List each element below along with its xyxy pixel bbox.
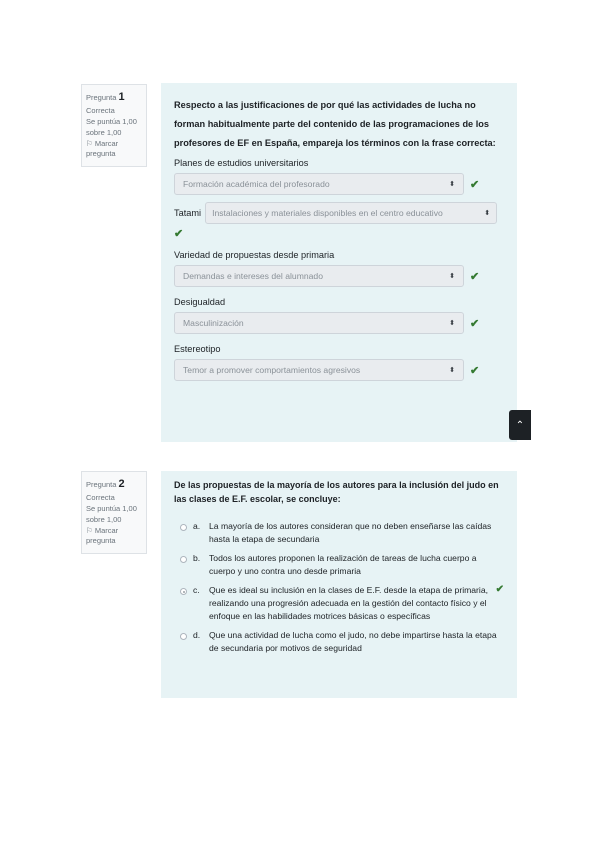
correct-check-icon: ✔: [470, 178, 480, 191]
question-label: Pregunta: [86, 93, 117, 102]
question-state: Correcta: [86, 492, 115, 502]
select-arrow-icon: ⬍: [449, 181, 455, 188]
radio-button[interactable]: [180, 633, 187, 640]
select-arrow-icon: ⬍: [449, 367, 455, 374]
question-2-text: De las propuestas de la mayoría de los autores para la inclusión del judo en las clases de E.F. escolar, se concluye:: [174, 480, 499, 504]
option-letter: c.: [193, 585, 200, 595]
flag-question-label: Marcar pregunta: [86, 138, 119, 159]
match-row: [174, 312, 504, 334]
question-1-content: [161, 83, 517, 442]
flag-question-link[interactable]: [86, 526, 143, 548]
select-arrow-icon: ⬍: [449, 320, 455, 327]
option-text: Que es ideal su inclusión en la clases de E.F. desde la etapa de primaria, realizando una progresión adecuada en la gestión del contacto físico y el enfoque en las habilidades motrices básicas o específicas: [209, 585, 488, 621]
flag-question-link[interactable]: [86, 139, 143, 161]
radio-button[interactable]: [180, 524, 187, 531]
match-selected-value: Formación académica del profesorado: [183, 179, 330, 189]
flag-icon: ⚐: [86, 138, 93, 148]
question-1-info: [81, 84, 147, 167]
match-select[interactable]: [174, 359, 464, 381]
question-2-info: [81, 471, 147, 554]
match-row: [174, 265, 504, 287]
option-text: Que una actividad de lucha como el judo, no debe impartirse hasta la etapa de secundaria por motivos de seguridad: [209, 630, 497, 653]
correct-check-icon: ✔: [174, 228, 184, 240]
match-selected-value: Temor a promover comportamientos agresivos: [183, 365, 361, 375]
question-grade: Se puntúa 1,00 sobre 1,00: [86, 503, 137, 524]
flag-question-label: Marcar pregunta: [86, 525, 119, 546]
question-number: 2: [118, 478, 125, 490]
match-row: [174, 173, 504, 195]
correct-check-icon: ✔: [495, 584, 504, 595]
answer-option-selected[interactable]: [174, 584, 504, 623]
answer-option[interactable]: [174, 520, 504, 546]
option-text: La mayoría de los autores consideran que no deben enseñarse las caídas hasta la etapa de secundaria: [209, 521, 492, 544]
match-row: [174, 202, 504, 224]
question-grade: Se puntúa 1,00 sobre 1,00: [86, 116, 137, 137]
match-term: Planes de estudios universitarios: [174, 158, 309, 168]
option-letter: b.: [193, 553, 201, 563]
correct-check-icon: ✔: [470, 317, 480, 330]
radio-button[interactable]: [180, 556, 187, 563]
select-arrow-icon: ⬍: [449, 273, 455, 280]
match-selected-value: Instalaciones y materiales disponibles en el centro educativo: [212, 208, 443, 218]
select-arrow-icon: ⬍: [484, 210, 491, 217]
option-letter: a.: [193, 521, 201, 531]
radio-button-checked[interactable]: [180, 588, 187, 595]
question-1-text: Respecto a las justificaciones de por qué las actividades de lucha no forman habitualmente parte del contenido de las programaciones de los profesores de EF en España, empareja los términos con la frase correcta:: [174, 100, 496, 148]
match-select[interactable]: [174, 265, 464, 287]
match-select[interactable]: [174, 173, 464, 195]
match-row: [174, 359, 504, 381]
flag-icon: ⚐: [86, 525, 93, 535]
question-label: Pregunta: [86, 480, 117, 489]
match-select[interactable]: [174, 312, 464, 334]
correct-check-icon: ✔: [470, 364, 480, 377]
answer-option[interactable]: [174, 552, 504, 578]
question-state: Correcta: [86, 105, 115, 115]
match-term: Variedad de propuestas desde primaria: [174, 250, 335, 260]
match-selected-value: Demandas e intereses del alumnado: [183, 271, 323, 281]
answer-option[interactable]: [174, 629, 504, 655]
back-to-top-button[interactable]: [509, 410, 531, 440]
match-term: Tatami: [174, 208, 202, 218]
question-2-content: [161, 471, 517, 698]
option-text: Todos los autores proponen la realización de tareas de lucha cuerpo a cuerpo y uno contra uno desde primaria: [209, 553, 477, 576]
correct-check-icon: ✔: [470, 270, 480, 283]
match-selected-value: Masculinización: [183, 318, 244, 328]
option-letter: d.: [193, 630, 201, 640]
match-select[interactable]: [205, 202, 497, 224]
chevron-up-icon: ⌃: [515, 419, 525, 431]
question-number: 1: [118, 91, 125, 103]
match-term: Estereotipo: [174, 344, 221, 354]
match-term: Desigualdad: [174, 297, 226, 307]
